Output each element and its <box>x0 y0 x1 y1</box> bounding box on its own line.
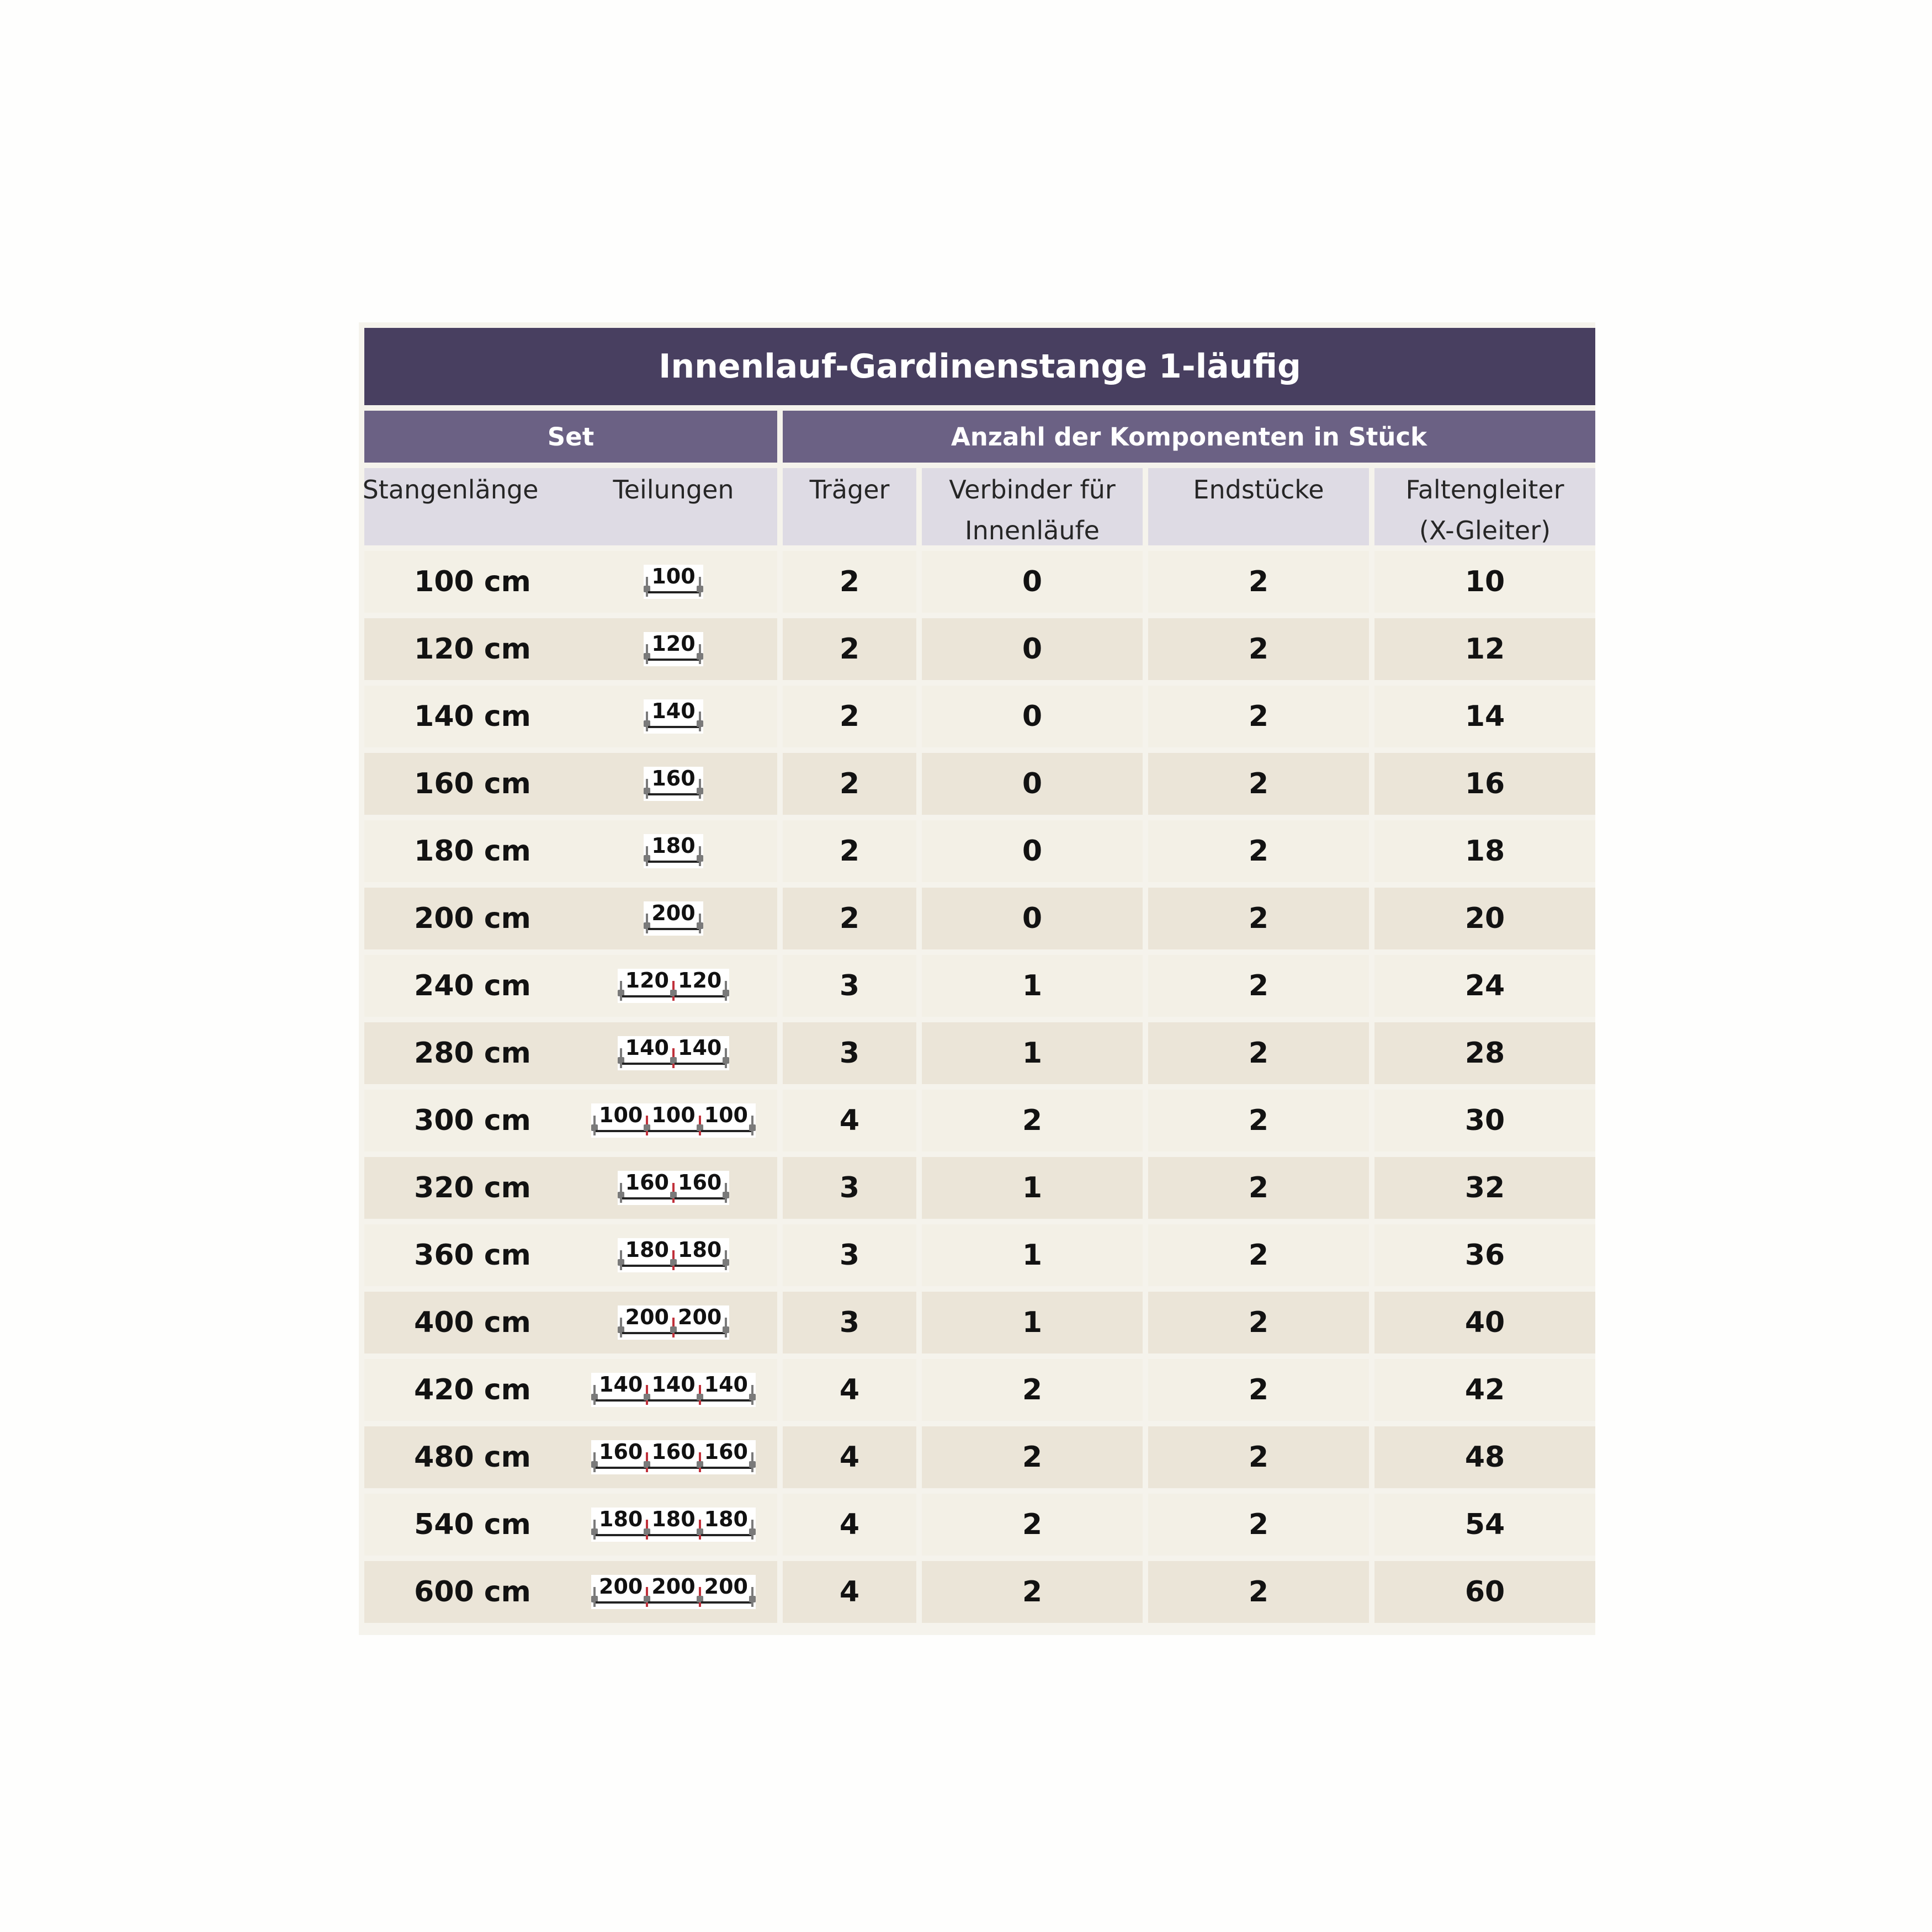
end-bracket-icon <box>725 981 727 1001</box>
gliders-count: 28 <box>1374 1022 1595 1084</box>
rod-segment: 120 <box>648 632 698 666</box>
rod-rail <box>618 1305 730 1340</box>
connectors-count: 1 <box>922 1022 1143 1084</box>
rod-segment: 180 <box>701 1508 751 1542</box>
header-divisions: Teilungen <box>613 475 734 505</box>
rod-segment: 100 <box>648 565 698 599</box>
carriers-count: 4 <box>783 1561 916 1623</box>
division-diagram <box>570 1238 777 1272</box>
division-diagram <box>570 1373 777 1407</box>
end-pieces-count: 2 <box>1148 888 1369 949</box>
connectors-count: 0 <box>922 686 1143 747</box>
carriers-count: 2 <box>783 820 916 882</box>
end-bracket-icon <box>725 1250 727 1270</box>
table-row-set <box>364 1426 777 1488</box>
rod-rail <box>591 1440 756 1474</box>
rod-segment: 120 <box>675 969 725 1003</box>
rod-length: 120 cm <box>414 633 531 666</box>
division-diagram <box>570 699 777 734</box>
end-bracket-icon <box>751 1452 753 1472</box>
header-end-pieces: Endstücke <box>1148 468 1369 545</box>
end-bracket-icon <box>699 914 701 933</box>
table-row-set <box>364 686 777 747</box>
end-bracket-icon <box>725 1048 727 1068</box>
gliders-count: 54 <box>1374 1494 1595 1556</box>
rod-segment: 100 <box>596 1103 646 1138</box>
group-header-components: Anzahl der Komponenten in Stück <box>783 411 1595 463</box>
rod-rail <box>644 834 703 868</box>
division-diagram <box>570 767 777 801</box>
division-diagram <box>570 1103 777 1138</box>
end-pieces-count: 2 <box>1148 1426 1369 1488</box>
rod-segment: 200 <box>622 1305 672 1340</box>
rod-segment: 120 <box>622 969 672 1003</box>
end-bracket-icon <box>751 1116 753 1135</box>
rod-segment: 200 <box>596 1575 646 1609</box>
size-table <box>359 322 1595 1635</box>
gliders-count: 48 <box>1374 1426 1595 1488</box>
header-length: Stangenlänge <box>362 475 539 505</box>
rod-rail <box>591 1373 756 1407</box>
division-diagram <box>570 632 777 666</box>
connectors-count: 1 <box>922 1157 1143 1219</box>
rod-length: 100 cm <box>414 565 531 598</box>
carriers-count: 2 <box>783 618 916 680</box>
table-row-set <box>364 1157 777 1219</box>
table-row-set <box>364 551 777 613</box>
division-diagram <box>570 1171 777 1205</box>
connectors-count: 2 <box>922 1090 1143 1151</box>
gliders-count: 24 <box>1374 955 1595 1017</box>
header-carriers: Träger <box>783 468 916 545</box>
carriers-count: 3 <box>783 1292 916 1354</box>
connectors-count: 0 <box>922 820 1143 882</box>
rod-segment: 200 <box>648 1575 698 1609</box>
table-row-set <box>364 955 777 1017</box>
rod-segment: 160 <box>675 1171 725 1205</box>
table-grid <box>364 328 1590 1623</box>
end-bracket-icon <box>751 1587 753 1607</box>
table-row-set <box>364 1494 777 1556</box>
end-pieces-count: 2 <box>1148 686 1369 747</box>
rod-segment: 180 <box>622 1238 672 1272</box>
gliders-count: 14 <box>1374 686 1595 747</box>
table-row-set <box>364 1224 777 1286</box>
table-row-set <box>364 753 777 815</box>
division-diagram <box>570 565 777 599</box>
rod-rail <box>591 1508 756 1542</box>
carriers-count: 3 <box>783 1224 916 1286</box>
rod-segment: 160 <box>622 1171 672 1205</box>
rod-segment: 140 <box>622 1036 672 1070</box>
rod-rail <box>591 1575 756 1609</box>
rod-length: 140 cm <box>414 700 531 733</box>
end-pieces-count: 2 <box>1148 1022 1369 1084</box>
gliders-count: 42 <box>1374 1359 1595 1421</box>
end-bracket-icon <box>751 1385 753 1405</box>
rod-length: 600 cm <box>414 1575 531 1609</box>
rod-segment: 140 <box>648 699 698 734</box>
table-row-set <box>364 1359 777 1421</box>
rod-length: 280 cm <box>414 1037 531 1070</box>
gliders-count: 30 <box>1374 1090 1595 1151</box>
division-diagram <box>570 1305 777 1340</box>
division-diagram <box>570 1575 777 1609</box>
gliders-count: 10 <box>1374 551 1595 613</box>
division-diagram <box>570 1508 777 1542</box>
rod-rail <box>618 1238 730 1272</box>
rod-rail <box>618 1036 730 1070</box>
division-diagram <box>570 1036 777 1070</box>
table-title: Innenlauf-Gardinenstange 1-läufig <box>364 328 1595 405</box>
carriers-count: 4 <box>783 1426 916 1488</box>
carriers-count: 2 <box>783 551 916 613</box>
table-row-set <box>364 1090 777 1151</box>
end-bracket-icon <box>725 1183 727 1203</box>
end-pieces-count: 2 <box>1148 820 1369 882</box>
carriers-count: 3 <box>783 955 916 1017</box>
carriers-count: 2 <box>783 888 916 949</box>
connectors-count: 0 <box>922 618 1143 680</box>
header-connectors: Verbinder für Innenläufe <box>922 468 1143 545</box>
rod-rail <box>644 565 703 599</box>
gliders-count: 16 <box>1374 753 1595 815</box>
rod-rail <box>644 901 703 936</box>
rod-rail <box>644 699 703 734</box>
rod-segment: 160 <box>596 1440 646 1474</box>
end-bracket-icon <box>699 577 701 597</box>
end-pieces-count: 2 <box>1148 1561 1369 1623</box>
rod-segment: 200 <box>701 1575 751 1609</box>
connectors-count: 1 <box>922 1224 1143 1286</box>
rod-segment: 200 <box>675 1305 725 1340</box>
rod-segment: 140 <box>596 1373 646 1407</box>
rod-rail <box>618 969 730 1003</box>
rod-segment: 140 <box>701 1373 751 1407</box>
rod-segment: 160 <box>648 767 698 801</box>
end-pieces-count: 2 <box>1148 618 1369 680</box>
gliders-count: 32 <box>1374 1157 1595 1219</box>
rod-rail <box>618 1171 730 1205</box>
connectors-count: 2 <box>922 1359 1143 1421</box>
table-row-set <box>364 1292 777 1354</box>
rod-rail <box>644 632 703 666</box>
connectors-count: 2 <box>922 1561 1143 1623</box>
end-pieces-count: 2 <box>1148 1157 1369 1219</box>
end-pieces-count: 2 <box>1148 1494 1369 1556</box>
rod-segment: 200 <box>648 901 698 936</box>
rod-segment: 180 <box>648 1508 698 1542</box>
carriers-count: 4 <box>783 1359 916 1421</box>
rod-rail <box>591 1103 756 1138</box>
rod-segment: 100 <box>648 1103 698 1138</box>
rod-segment: 160 <box>648 1440 698 1474</box>
rod-length: 160 cm <box>414 767 531 800</box>
end-pieces-count: 2 <box>1148 551 1369 613</box>
carriers-count: 4 <box>783 1090 916 1151</box>
end-bracket-icon <box>699 846 701 866</box>
end-bracket-icon <box>699 779 701 799</box>
connectors-count: 1 <box>922 955 1143 1017</box>
rod-length: 180 cm <box>414 835 531 868</box>
end-pieces-count: 2 <box>1148 1292 1369 1354</box>
end-pieces-count: 2 <box>1148 1090 1369 1151</box>
gliders-count: 12 <box>1374 618 1595 680</box>
rod-length: 420 cm <box>414 1373 531 1406</box>
division-diagram <box>570 969 777 1003</box>
end-pieces-count: 2 <box>1148 955 1369 1017</box>
end-pieces-count: 2 <box>1148 753 1369 815</box>
header-gliders: Faltengleiter (X-Gleiter) <box>1374 468 1595 545</box>
table-row-set <box>364 1561 777 1623</box>
end-pieces-count: 2 <box>1148 1359 1369 1421</box>
rod-segment: 100 <box>701 1103 751 1138</box>
rod-rail <box>644 767 703 801</box>
rod-length: 200 cm <box>414 902 531 935</box>
division-diagram <box>570 1440 777 1474</box>
column-headers-set <box>364 468 777 545</box>
connectors-count: 2 <box>922 1426 1143 1488</box>
division-diagram <box>570 901 777 936</box>
rod-segment: 160 <box>701 1440 751 1474</box>
rod-segment: 140 <box>648 1373 698 1407</box>
rod-segment: 180 <box>675 1238 725 1272</box>
rod-length: 240 cm <box>414 969 531 1002</box>
carriers-count: 3 <box>783 1022 916 1084</box>
end-bracket-icon <box>699 712 701 731</box>
rod-length: 320 cm <box>414 1171 531 1204</box>
carriers-count: 3 <box>783 1157 916 1219</box>
carriers-count: 4 <box>783 1494 916 1556</box>
group-header-set: Set <box>364 411 777 463</box>
rod-segment: 180 <box>648 834 698 868</box>
end-bracket-icon <box>725 1318 727 1337</box>
rod-length: 300 cm <box>414 1104 531 1137</box>
end-bracket-icon <box>699 644 701 664</box>
gliders-count: 36 <box>1374 1224 1595 1286</box>
table-row-set <box>364 820 777 882</box>
gliders-count: 60 <box>1374 1561 1595 1623</box>
rod-segment: 140 <box>675 1036 725 1070</box>
connectors-count: 0 <box>922 551 1143 613</box>
end-bracket-icon <box>751 1520 753 1540</box>
connectors-count: 0 <box>922 888 1143 949</box>
rod-length: 400 cm <box>414 1306 531 1339</box>
table-row-set <box>364 618 777 680</box>
connectors-count: 2 <box>922 1494 1143 1556</box>
table-row-set <box>364 1022 777 1084</box>
gliders-count: 20 <box>1374 888 1595 949</box>
connectors-count: 1 <box>922 1292 1143 1354</box>
division-diagram <box>570 834 777 868</box>
rod-length: 480 cm <box>414 1441 531 1474</box>
gliders-count: 18 <box>1374 820 1595 882</box>
end-pieces-count: 2 <box>1148 1224 1369 1286</box>
rod-length: 360 cm <box>414 1239 531 1272</box>
connectors-count: 0 <box>922 753 1143 815</box>
table-row-set <box>364 888 777 949</box>
rod-segment: 180 <box>596 1508 646 1542</box>
gliders-count: 40 <box>1374 1292 1595 1354</box>
carriers-count: 2 <box>783 686 916 747</box>
carriers-count: 2 <box>783 753 916 815</box>
rod-length: 540 cm <box>414 1508 531 1541</box>
